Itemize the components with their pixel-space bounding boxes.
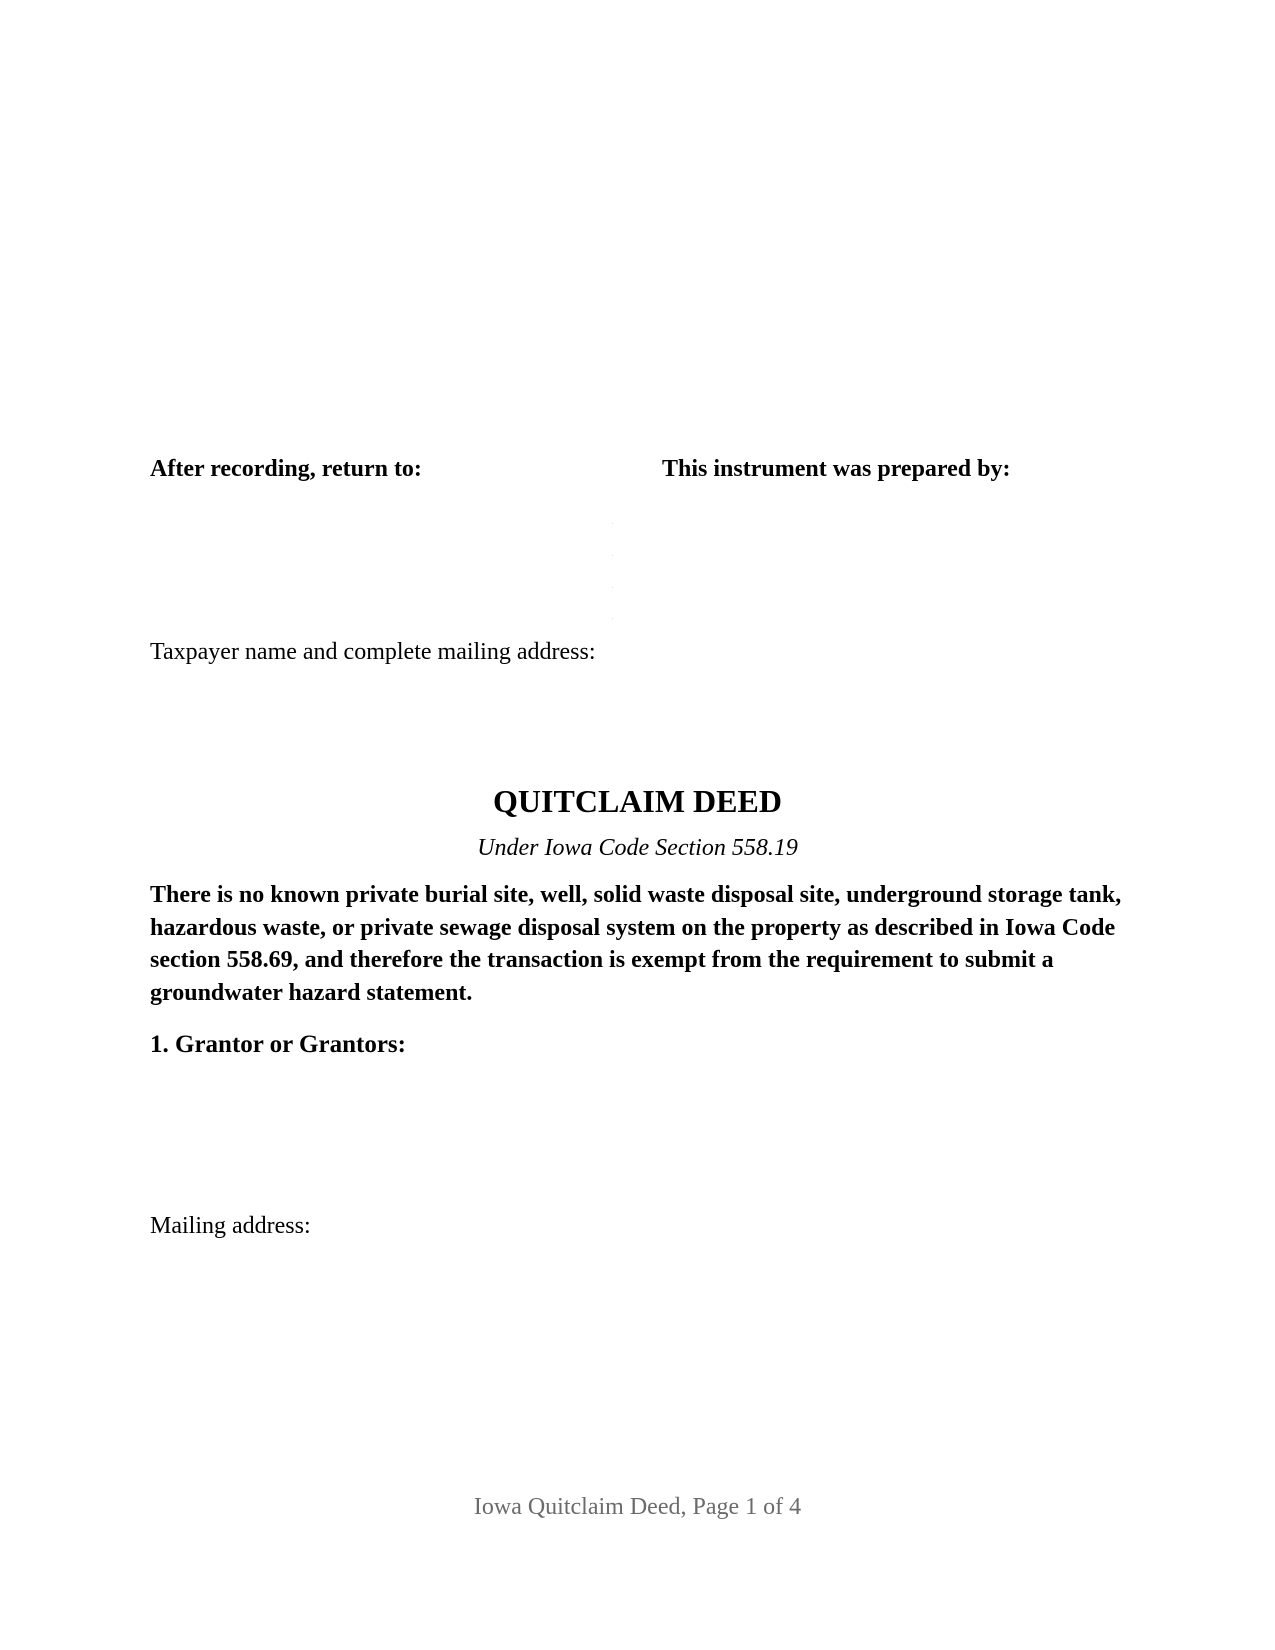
grantor-mailing-address-label: Mailing address: <box>150 1213 311 1239</box>
prepared-by-label: This instrument was prepared by: <box>662 456 1011 482</box>
groundwater-exemption-notice: There is no known private burial site, well, solid waste disposal site, underground storage tank, hazardous waste, or private sewage disposal system on the property as described in Iowa Code section 558.69, and therefore the transaction is exempt from the requirement to submit a groundwater hazard statement. <box>150 882 1122 1006</box>
deed-title: QUITCLAIM DEED <box>493 783 782 819</box>
deed-subtitle: Under Iowa Code Section 558.19 <box>477 835 798 861</box>
grantor-section-heading: 1. Grantor or Grantors: <box>150 1031 406 1058</box>
return-to-label: After recording, return to: <box>150 456 422 482</box>
page-footer: Iowa Quitclaim Deed, Page 1 of 4 <box>473 1494 802 1520</box>
taxpayer-address-label: Taxpayer name and complete mailing address: <box>150 639 596 665</box>
